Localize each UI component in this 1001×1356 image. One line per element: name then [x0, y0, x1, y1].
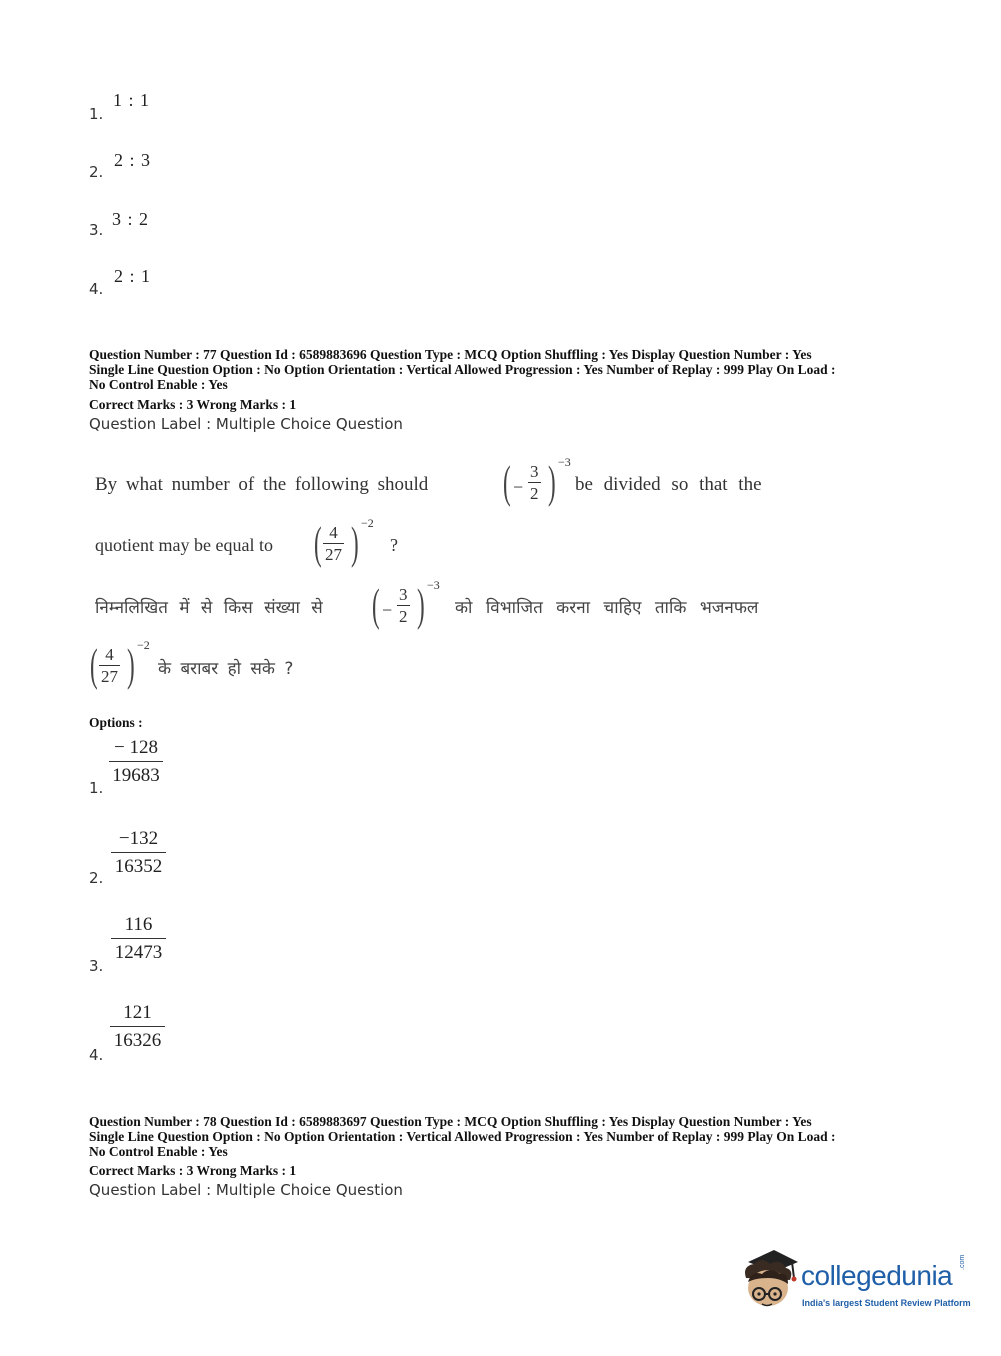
option-fraction: $\frac{121}{16326}$	[110, 1002, 165, 1052]
meta-line: No Control Enable : Yes	[89, 377, 228, 392]
fraction-neg-3-over-2: ( − $\frac{3}{2}$ ) −3	[503, 455, 571, 507]
fraction-neg-3-over-2-hi: ( − $\frac{3}{2}$ ) −3	[372, 578, 440, 630]
question-text-en-part2: be divided so that the	[575, 474, 762, 495]
fraction-4-over-27: ( $\frac{4}{27}$ ) −2	[314, 516, 374, 568]
collegedunia-logo	[740, 1248, 975, 1318]
meta-line: Question Number : 78 Question Id : 6589883697 Question Type : MCQ Option Shuffling : Yes Display Question Number : Yes	[89, 1114, 812, 1129]
options-label: Options :	[89, 715, 143, 730]
option-text: 1 : 1	[113, 90, 151, 110]
question-label: Question Label : Multiple Choice Question	[89, 415, 403, 433]
option-number: 3.	[89, 957, 104, 975]
option-text: 2 : 1	[114, 266, 152, 286]
question-marks: Correct Marks : 3 Wrong Marks : 1	[89, 397, 297, 412]
meta-line: No Control Enable : Yes	[89, 1144, 228, 1159]
question-text-hi-part1: निम्नलिखित में से किस संख्या से	[95, 598, 323, 618]
option-number: 2.	[89, 163, 104, 181]
fraction-4-over-27-hi: ( $\frac{4}{27}$ ) −2	[90, 638, 150, 690]
meta-line: Single Line Question Option : No Option Orientation : Vertical Allowed Progression : Yes Number of Replay : 999 Play On Load :	[89, 362, 836, 377]
question-mark: ?	[390, 535, 398, 555]
question-text-en-part3: quotient may be equal to	[95, 535, 273, 555]
question-marks: Correct Marks : 3 Wrong Marks : 1	[89, 1163, 297, 1178]
option-number: 2.	[89, 869, 104, 887]
option-number: 1.	[89, 105, 104, 123]
question-meta	[89, 347, 836, 392]
option-number: 4.	[89, 1046, 104, 1064]
option-number: 1.	[89, 779, 104, 797]
option-fraction: $\frac{-132}{16352}$	[111, 828, 166, 878]
option-number: 3.	[89, 221, 104, 239]
brand-tagline: India's largest Student Review Platform	[802, 1298, 971, 1308]
question-text-en-part1: By what number of the following should	[95, 474, 429, 495]
option-text: 3 : 2	[112, 209, 150, 229]
brand-name: collegedunia	[801, 1260, 953, 1291]
option-number: 4.	[89, 280, 104, 298]
question-meta	[89, 1114, 836, 1159]
meta-line: Single Line Question Option : No Option Orientation : Vertical Allowed Progression : Yes Number of Replay : 999 Play On Load :	[89, 1129, 836, 1144]
question-text-hi-part3: के बराबर हो सके ?	[158, 659, 294, 679]
option-text: 2 : 3	[114, 150, 152, 170]
question-text-hi-part2: को विभाजित करना चाहिए ताकि भजनफल	[455, 598, 759, 618]
option-fraction: $\frac{116}{12473}$	[111, 914, 166, 964]
option-fraction: $\frac{- 128}{19683}$	[109, 737, 163, 787]
question-label: Question Label : Multiple Choice Question	[89, 1181, 403, 1199]
meta-line: Question Number : 77 Question Id : 6589883696 Question Type : MCQ Option Shuffling : Yes Display Question Number : Yes	[89, 347, 812, 362]
brand-suffix: .com	[959, 1254, 966, 1270]
mascot-icon	[740, 1248, 802, 1314]
